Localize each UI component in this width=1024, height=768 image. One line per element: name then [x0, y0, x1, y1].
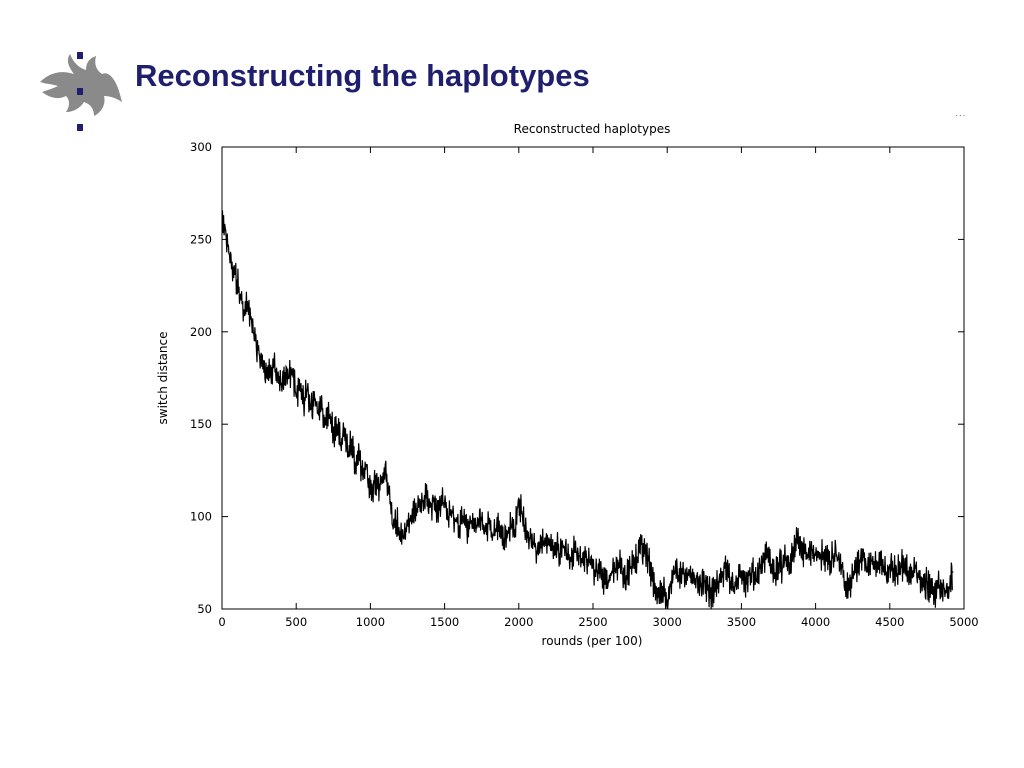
data-point: [440, 505, 441, 506]
data-point: [325, 424, 326, 425]
data-point: [633, 562, 634, 563]
data-point: [552, 549, 553, 550]
data-point: [852, 575, 853, 576]
data-point: [485, 531, 486, 532]
plot-frame: [222, 147, 964, 609]
data-point: [537, 553, 538, 554]
data-point: [451, 511, 452, 512]
data-point: [470, 522, 471, 523]
data-point: [763, 562, 764, 563]
series-line: [222, 211, 952, 609]
data-point: [730, 581, 731, 582]
data-point: [656, 586, 657, 587]
data-point: [359, 457, 360, 458]
data-point: [225, 230, 226, 231]
data-point: [414, 511, 415, 512]
data-point: [500, 525, 501, 526]
data-point: [351, 438, 352, 439]
data-point: [845, 581, 846, 582]
data-point: [585, 557, 586, 558]
data-point: [689, 571, 690, 572]
data-point: [856, 568, 857, 569]
data-point: [867, 571, 868, 572]
data-point: [860, 562, 861, 563]
data-point: [952, 571, 953, 572]
series-points: [221, 115, 964, 600]
data-point: [926, 581, 927, 582]
data-point: [570, 557, 571, 558]
data-point: [266, 377, 267, 378]
data-point: [874, 564, 875, 565]
data-point: [834, 553, 835, 554]
data-point: [407, 525, 408, 526]
data-point: [733, 586, 734, 587]
data-point: [273, 365, 274, 366]
data-point: [437, 511, 438, 512]
y-tick-label: 300: [190, 140, 212, 154]
y-tick-label: 250: [190, 232, 212, 247]
data-point: [314, 400, 315, 401]
data-point: [489, 523, 490, 524]
data-point: [923, 586, 924, 587]
data-point: [774, 575, 775, 576]
data-point: [611, 571, 612, 572]
data-point: [400, 531, 401, 532]
data-point: [752, 571, 753, 572]
data-point: [919, 579, 920, 580]
data-point: [652, 581, 653, 582]
data-point: [607, 586, 608, 587]
data-point: [533, 544, 534, 545]
data-point: [930, 590, 931, 591]
data-point: [559, 553, 560, 554]
data-point: [463, 516, 464, 517]
data-point: [411, 516, 412, 517]
data-point: [529, 538, 530, 539]
data-point: [793, 549, 794, 550]
data-point: [310, 409, 311, 410]
data-point: [396, 520, 397, 521]
data-point: [748, 575, 749, 576]
x-tick-label: 0: [218, 615, 226, 629]
data-point: [503, 538, 504, 539]
data-point: [459, 525, 460, 526]
y-tick-label: 200: [190, 324, 212, 339]
data-point: [693, 583, 694, 584]
data-point: [596, 571, 597, 572]
data-point: [229, 254, 230, 255]
data-point: [704, 581, 705, 582]
data-point: [236, 280, 237, 281]
data-point: [333, 433, 334, 434]
y-tick-label: 150: [190, 417, 212, 432]
line-chart: [150, 115, 990, 655]
data-point: [340, 442, 341, 443]
data-point: [637, 557, 638, 558]
data-point: [797, 542, 798, 543]
data-point: [270, 372, 271, 373]
data-point: [377, 488, 378, 489]
x-tick-label: 1000: [355, 615, 386, 629]
data-point: [937, 586, 938, 587]
data-point: [496, 529, 497, 530]
data-point: [737, 579, 738, 580]
data-point: [934, 594, 935, 595]
data-point: [589, 562, 590, 563]
data-point: [541, 547, 542, 548]
data-point: [604, 581, 605, 582]
data-point: [759, 568, 760, 569]
data-point: [336, 424, 337, 425]
data-point: [900, 562, 901, 563]
data-point: [296, 396, 297, 397]
data-point: [329, 414, 330, 415]
data-point: [670, 581, 671, 582]
data-point: [897, 573, 898, 574]
data-point: [318, 414, 319, 415]
data-point: [303, 401, 304, 402]
data-point: [381, 479, 382, 480]
data-point: [563, 546, 564, 547]
data-point: [800, 546, 801, 547]
data-point: [745, 583, 746, 584]
x-tick-label: 4500: [875, 615, 905, 629]
data-point: [221, 211, 222, 212]
data-point: [292, 368, 293, 369]
data-point: [941, 583, 942, 584]
data-point: [674, 571, 675, 572]
data-point: [574, 549, 575, 550]
data-point: [307, 390, 308, 391]
data-point: [908, 571, 909, 572]
data-point: [949, 586, 950, 587]
data-point: [566, 553, 567, 554]
data-point: [681, 568, 682, 569]
data-point: [756, 581, 757, 582]
data-point: [233, 267, 234, 268]
data-point: [878, 568, 879, 569]
university-flame-logo: [36, 50, 126, 136]
x-tick-label: 1500: [429, 615, 460, 629]
data-point: [522, 516, 523, 517]
data-point: [648, 560, 649, 561]
data-point: [707, 590, 708, 591]
data-point: [804, 553, 805, 554]
data-point: [348, 451, 349, 452]
data-point: [388, 494, 389, 495]
data-point: [448, 516, 449, 517]
data-point: [288, 377, 289, 378]
chart-title: Reconstructed haplotypes: [513, 122, 671, 136]
data-point: [830, 560, 831, 561]
data-point: [678, 575, 679, 576]
data-point: [822, 553, 823, 554]
data-point: [915, 568, 916, 569]
data-point: [422, 501, 423, 502]
data-point: [322, 409, 323, 410]
data-point: [581, 560, 582, 561]
data-point: [618, 562, 619, 563]
data-point: [578, 553, 579, 554]
data-point: [259, 353, 260, 354]
data-point: [719, 579, 720, 580]
data-point: [819, 559, 820, 560]
data-point: [826, 557, 827, 558]
data-point: [244, 313, 245, 314]
data-point: [848, 590, 849, 591]
chart-container: [150, 115, 990, 655]
data-point: [615, 568, 616, 569]
data-point: [592, 568, 593, 569]
data-point: [374, 483, 375, 484]
data-point: [251, 322, 252, 323]
data-point: [811, 549, 812, 550]
data-point: [711, 594, 712, 595]
data-point: [466, 529, 467, 530]
data-point: [771, 568, 772, 569]
data-point: [240, 294, 241, 295]
data-point: [815, 555, 816, 556]
data-point: [767, 553, 768, 554]
data-point: [262, 368, 263, 369]
data-point: [362, 479, 363, 480]
data-point: [886, 571, 887, 572]
data-point: [700, 586, 701, 587]
data-point: [299, 387, 300, 388]
data-point: [455, 520, 456, 521]
data-point: [474, 531, 475, 532]
data-point: [544, 538, 545, 539]
x-tick-label: 3500: [726, 615, 757, 629]
data-point: [893, 568, 894, 569]
x-tick-label: 2000: [504, 615, 534, 629]
data-point: [518, 498, 519, 499]
data-point: [507, 531, 508, 532]
data-point: [667, 599, 668, 600]
data-point: [344, 427, 345, 428]
data-point: [281, 383, 282, 384]
data-point: [385, 464, 386, 465]
data-point: [426, 498, 427, 499]
data-point: [685, 579, 686, 580]
data-point: [659, 594, 660, 595]
data-point: [960, 115, 961, 116]
data-point: [492, 535, 493, 536]
data-point: [945, 590, 946, 591]
data-point: [630, 568, 631, 569]
x-tick-label: 2500: [578, 615, 608, 629]
data-point: [622, 571, 623, 572]
data-point: [511, 525, 512, 526]
data-point: [808, 557, 809, 558]
data-point: [956, 115, 957, 116]
data-point: [871, 560, 872, 561]
data-point: [863, 557, 864, 558]
data-point: [882, 562, 883, 563]
data-point: [429, 507, 430, 508]
data-point: [741, 571, 742, 572]
data-point: [837, 557, 838, 558]
data-point: [366, 464, 367, 465]
y-tick-label: 100: [190, 509, 212, 524]
data-point: [555, 542, 556, 543]
data-point: [433, 501, 434, 502]
data-point: [355, 470, 356, 471]
y-axis-label: switch distance: [156, 331, 170, 425]
data-point: [626, 575, 627, 576]
data-point: [370, 494, 371, 495]
data-point: [285, 372, 286, 373]
data-point: [912, 575, 913, 576]
data-point: [782, 568, 783, 569]
slide-title: Reconstructing the haplotypes: [135, 58, 590, 93]
data-point: [526, 531, 527, 532]
flame-logo-icon: [36, 50, 126, 136]
data-point: [789, 562, 790, 563]
data-point: [600, 564, 601, 565]
data-point: [715, 586, 716, 587]
data-point: [963, 115, 964, 116]
data-point: [726, 562, 727, 563]
data-point: [696, 575, 697, 576]
data-point: [444, 501, 445, 502]
x-tick-label: 3000: [652, 615, 682, 629]
data-point: [477, 525, 478, 526]
x-tick-label: 4000: [800, 615, 831, 629]
data-point: [515, 529, 516, 530]
x-axis-label: rounds (per 100): [541, 634, 643, 648]
y-tick-label: 50: [197, 602, 212, 616]
data-point: [841, 564, 842, 565]
x-tick-label: 5000: [949, 615, 979, 629]
data-point: [663, 590, 664, 591]
data-point: [644, 553, 645, 554]
data-point: [548, 544, 549, 545]
data-point: [904, 568, 905, 569]
data-point: [392, 525, 393, 526]
data-point: [889, 564, 890, 565]
data-point: [247, 304, 248, 305]
data-point: [418, 507, 419, 508]
data-point: [641, 544, 642, 545]
data-point: [785, 557, 786, 558]
data-point: [722, 571, 723, 572]
data-point: [481, 520, 482, 521]
data-point: [778, 562, 779, 563]
data-point: [403, 538, 404, 539]
x-tick-label: 500: [285, 615, 308, 629]
data-point: [277, 376, 278, 377]
data-point: [255, 340, 256, 341]
